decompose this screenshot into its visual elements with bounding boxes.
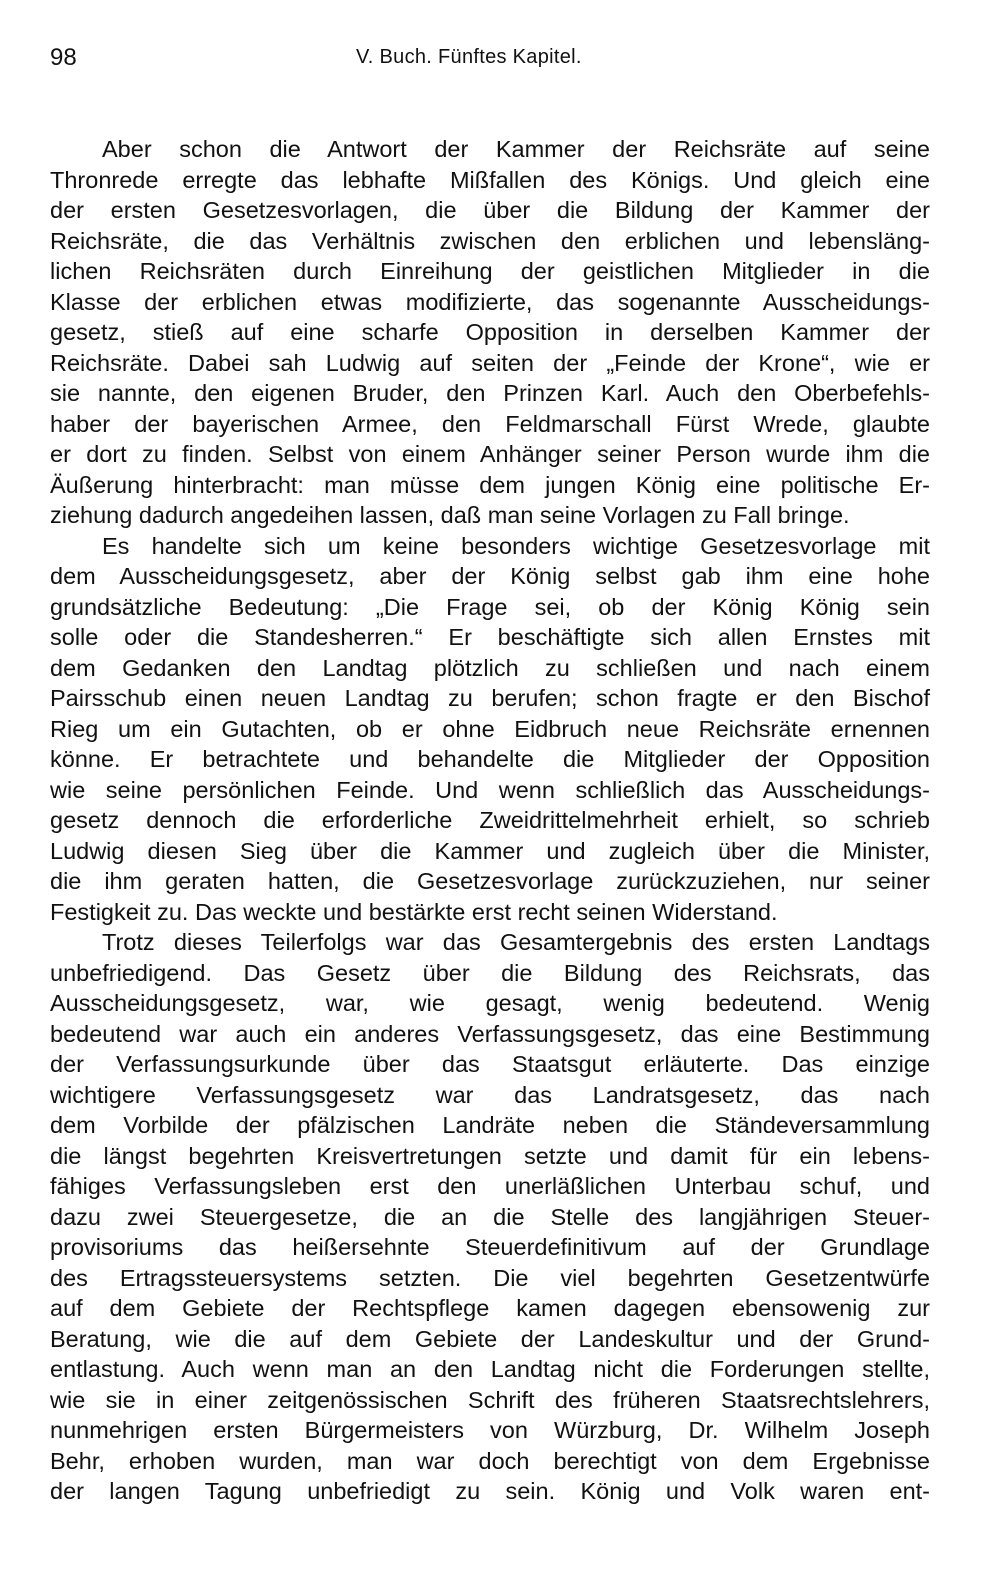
text-line: er dort zu finden. Selbst von einem Anhänger seiner Person wurde ihm die xyxy=(50,441,930,467)
text-line: des Ertragssteuersystems setzten. Die viel begehrten Gesetzentwürfe xyxy=(50,1264,930,1291)
text-line: Rieg um ein Gutachten, ob er ohne Eidbruch neue Reichsräte ernennen xyxy=(50,715,930,742)
text-line: gesetz, stieß auf eine scharfe Opposition in derselben Kammer der xyxy=(50,319,930,345)
text-line: die ihm geraten hatten, die Gesetzesvorlage zurückzuziehen, nur seiner xyxy=(50,868,930,894)
book-page xyxy=(50,40,930,1507)
text-line: wichtigere Verfassungsgesetz war das Landratsgesetz, das nach xyxy=(50,1081,930,1108)
text-line: fähiges Verfassungsleben erst den unerläßlichen Unterbau schuf, und xyxy=(50,1173,930,1199)
text-line: Trotz dieses Teilerfolgs war das Gesamtergebnis des ersten Landtags xyxy=(102,929,930,955)
text-line: grundsätzliche Bedeutung: „Die Frage sei, ob der König König sein xyxy=(50,593,930,620)
text-line: nunmehrigen ersten Bürgermeisters von Würzburg, Dr. Wilhelm Joseph xyxy=(50,1417,930,1443)
text-line: Pairsschub einen neuen Landtag zu berufen; schon fragte er den Bischof xyxy=(50,685,930,711)
text-line: ziehung dadurch angedeihen lassen, daß man seine Vorlagen zu Fall bringe. xyxy=(50,502,850,528)
text-line: entlastung. Auch wenn man an den Landtag nicht die Forderungen stellte, xyxy=(50,1356,930,1382)
text-line: dem Vorbilde der pfälzischen Landräte neben die Ständeversammlung xyxy=(50,1112,930,1138)
text-line: sie nannte, den eigenen Bruder, den Prinzen Karl. Auch den Oberbefehls- xyxy=(50,380,930,406)
text-line: bedeutend war auch ein anderes Verfassungsgesetz, das eine Bestimmung xyxy=(50,1020,930,1047)
text-line: solle oder die Standesherren.“ Er beschäftigte sich allen Ernstes mit xyxy=(50,624,930,650)
body-text xyxy=(50,134,930,1507)
text-line: Ausscheidungsgesetz, war, wie gesagt, wenig bedeutend. Wenig xyxy=(50,990,930,1016)
text-line: Aber schon die Antwort der Kammer der Reichsräte auf seine xyxy=(102,136,930,162)
text-line: der langen Tagung unbefriedigt zu sein. König und Volk waren ent- xyxy=(50,1478,930,1504)
text-line: dem Ausscheidungsgesetz, aber der König selbst gab ihm eine hohe xyxy=(50,563,930,589)
text-line: Äußerung hinterbracht: man müsse dem jungen König eine politische Er- xyxy=(50,471,930,498)
text-line: Es handelte sich um keine besonders wichtige Gesetzesvorlage mit xyxy=(102,532,930,559)
text-line: unbefriedigend. Das Gesetz über die Bildung des Reichsrats, das xyxy=(50,959,930,986)
text-line: Thronrede erregte das lebhafte Mißfallen des Königs. Und gleich eine xyxy=(50,166,930,193)
text-line: Ludwig diesen Sieg über die Kammer und zugleich über die Minister, xyxy=(50,837,930,864)
text-line: provisoriums das heißersehnte Steuerdefinitivum auf der Grundlage xyxy=(50,1234,930,1260)
text-line: könne. Er betrachtete und behandelte die Mitglieder der Opposition xyxy=(50,746,930,772)
text-line: haber der bayerischen Armee, den Feldmarschall Fürst Wrede, glaubte xyxy=(50,410,930,437)
page-header xyxy=(50,40,930,76)
text-line: wie seine persönlichen Feinde. Und wenn schließlich das Ausscheidungs- xyxy=(50,776,930,803)
page-number: 98 xyxy=(50,44,77,71)
text-line: Reichsräte. Dabei sah Ludwig auf seiten der „Feinde der Krone“, wie er xyxy=(50,349,930,376)
text-line: der ersten Gesetzesvorlagen, die über die Bildung der Kammer der xyxy=(50,197,930,223)
paragraph xyxy=(50,531,930,928)
text-line: Festigkeit zu. Das weckte und bestärkte erst recht seinen Widerstand. xyxy=(50,898,778,925)
running-head: V. Buch. Fünftes Kapitel. xyxy=(356,46,582,68)
text-line: gesetz dennoch die erforderliche Zweidrittelmehrheit erhielt, so schrieb xyxy=(50,807,930,833)
text-line: die längst begehrten Kreisvertretungen setzte und damit für ein lebens- xyxy=(50,1142,930,1169)
text-line: Klasse der erblichen etwas modifizierte, das sogenannte Ausscheidungs- xyxy=(50,288,930,315)
text-line: auf dem Gebiete der Rechtspflege kamen dagegen ebensowenig zur xyxy=(50,1295,930,1321)
text-line: Reichsräte, die das Verhältnis zwischen den erblichen und lebensläng- xyxy=(50,227,930,254)
text-line: lichen Reichsräten durch Einreihung der geistlichen Mitglieder in die xyxy=(50,258,930,284)
text-line: wie sie in einer zeitgenössischen Schrift des früheren Staatsrechtslehrers, xyxy=(50,1386,930,1413)
text-line: dazu zwei Steuergesetze, die an die Stelle des langjährigen Steuer- xyxy=(50,1203,930,1230)
paragraph xyxy=(50,927,930,1507)
text-line: der Verfassungsurkunde über das Staatsgut erläuterte. Das einzige xyxy=(50,1051,930,1077)
text-line: Behr, erhoben wurden, man war doch berechtigt von dem Ergebnisse xyxy=(50,1447,930,1474)
text-line: dem Gedanken den Landtag plötzlich zu schließen und nach einem xyxy=(50,654,930,681)
text-line: Beratung, wie die auf dem Gebiete der Landeskultur und der Grund- xyxy=(50,1325,930,1352)
paragraph xyxy=(50,134,930,531)
